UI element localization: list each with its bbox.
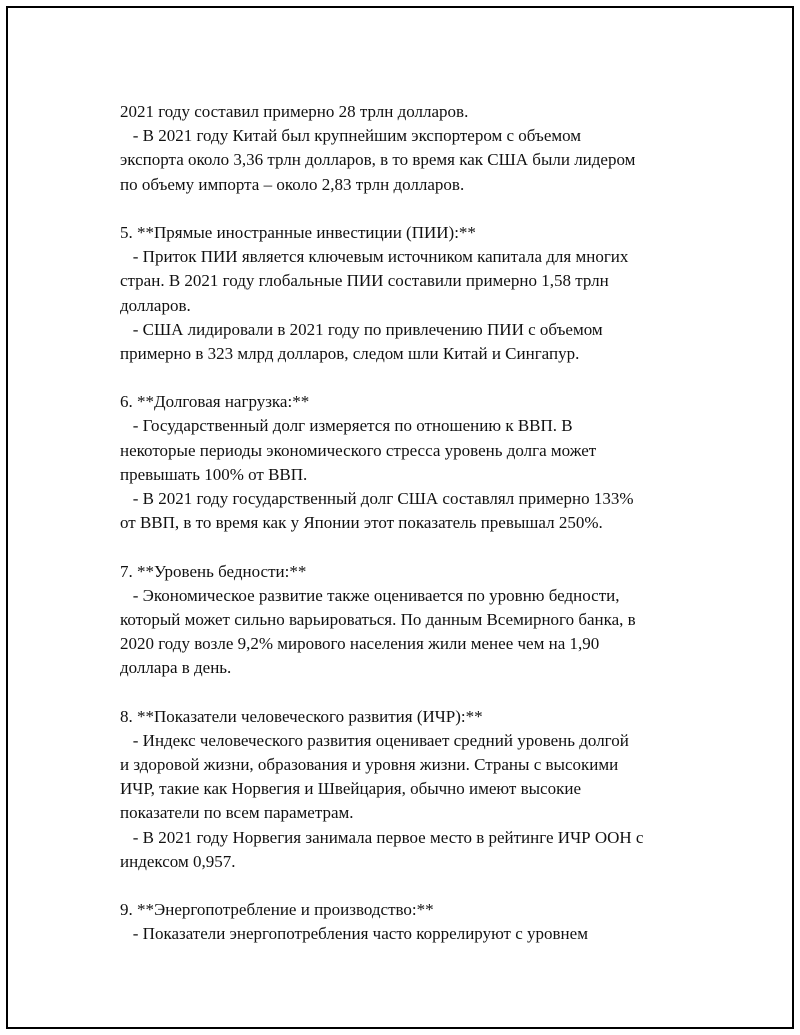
section-heading-9: 9. **Энергопотребление и производство:** — [120, 900, 434, 920]
text-line: экспорта около 3,36 трлн долларов, в то время как США были лидером — [120, 150, 636, 170]
text-line: от ВВП, в то время как у Японии этот показатель превышал 250%. — [120, 513, 603, 533]
text-line: - В 2021 году Норвегия занимала первое место в рейтинге ИЧР ООН с — [120, 827, 644, 847]
text-line: показатели по всем параметрам. — [120, 803, 354, 823]
text-line: некоторые периоды экономического стресса уровень долга может — [120, 440, 597, 460]
text-line: - США лидировали в 2021 году по привлечению ПИИ с объемом — [120, 319, 603, 339]
text-line: - В 2021 году Китай был крупнейшим экспортером с объемом — [120, 126, 582, 146]
text-line: стран. В 2021 году глобальные ПИИ составили примерно 1,58 трлн — [120, 271, 609, 291]
blank-line — [120, 366, 720, 390]
text-line: - В 2021 году государственный долг США составлял примерно 133% — [120, 489, 634, 508]
text-line: долларов. — [120, 295, 191, 315]
text-line: ИЧР, такие как Норвегия и Швейцария, обычно имеют высокие — [120, 779, 581, 799]
blank-line — [120, 197, 720, 221]
text-line: индексом 0,957. — [120, 851, 236, 871]
text-line: доллара в день. — [120, 658, 232, 678]
blank-line — [120, 681, 720, 705]
text-line: и здоровой жизни, образования и уровня жизни. Страны с высокими — [120, 755, 619, 775]
document-page — [6, 6, 794, 1029]
section-heading-7: 7. **Уровень бедности:** — [120, 561, 307, 581]
text-line: - Экономическое развитие также оценивается по уровню бедности, — [120, 585, 620, 605]
text-line: - Государственный долг измеряется по отношению к ВВП. В — [120, 416, 573, 436]
text-line: который может сильно варьироваться. По данным Всемирного банка, в — [120, 609, 636, 629]
text-line: 2020 году возле 9,2% мирового населения жили менее чем на 1,90 — [120, 634, 600, 654]
text-line: по объему импорта – около 2,83 трлн долларов. — [120, 174, 465, 194]
text-line: примерно в 323 млрд долларов, следом шли Китай и Сингапур. — [120, 343, 580, 363]
section-heading-8: 8. **Показатели человеческого развития (ИЧР):** — [120, 706, 483, 726]
blank-line — [120, 535, 720, 559]
document-text — [120, 100, 720, 947]
text-line: - Показатели энергопотребления часто коррелируют с уровнем — [120, 924, 588, 944]
section-heading-5: 5. **Прямые иностранные инвестиции (ПИИ):** — [120, 222, 476, 242]
text-line: превышать 100% от ВВП. — [120, 464, 308, 484]
text-line: - Индекс человеческого развития оценивает средний уровень долгой — [120, 730, 629, 750]
blank-line — [120, 874, 720, 898]
section-heading-6: 6. **Долговая нагрузка:** — [120, 392, 310, 412]
text-line: 2021 году составил примерно 28 трлн долларов. — [120, 102, 469, 121]
text-line: - Приток ПИИ является ключевым источником капитала для многих — [120, 247, 629, 267]
